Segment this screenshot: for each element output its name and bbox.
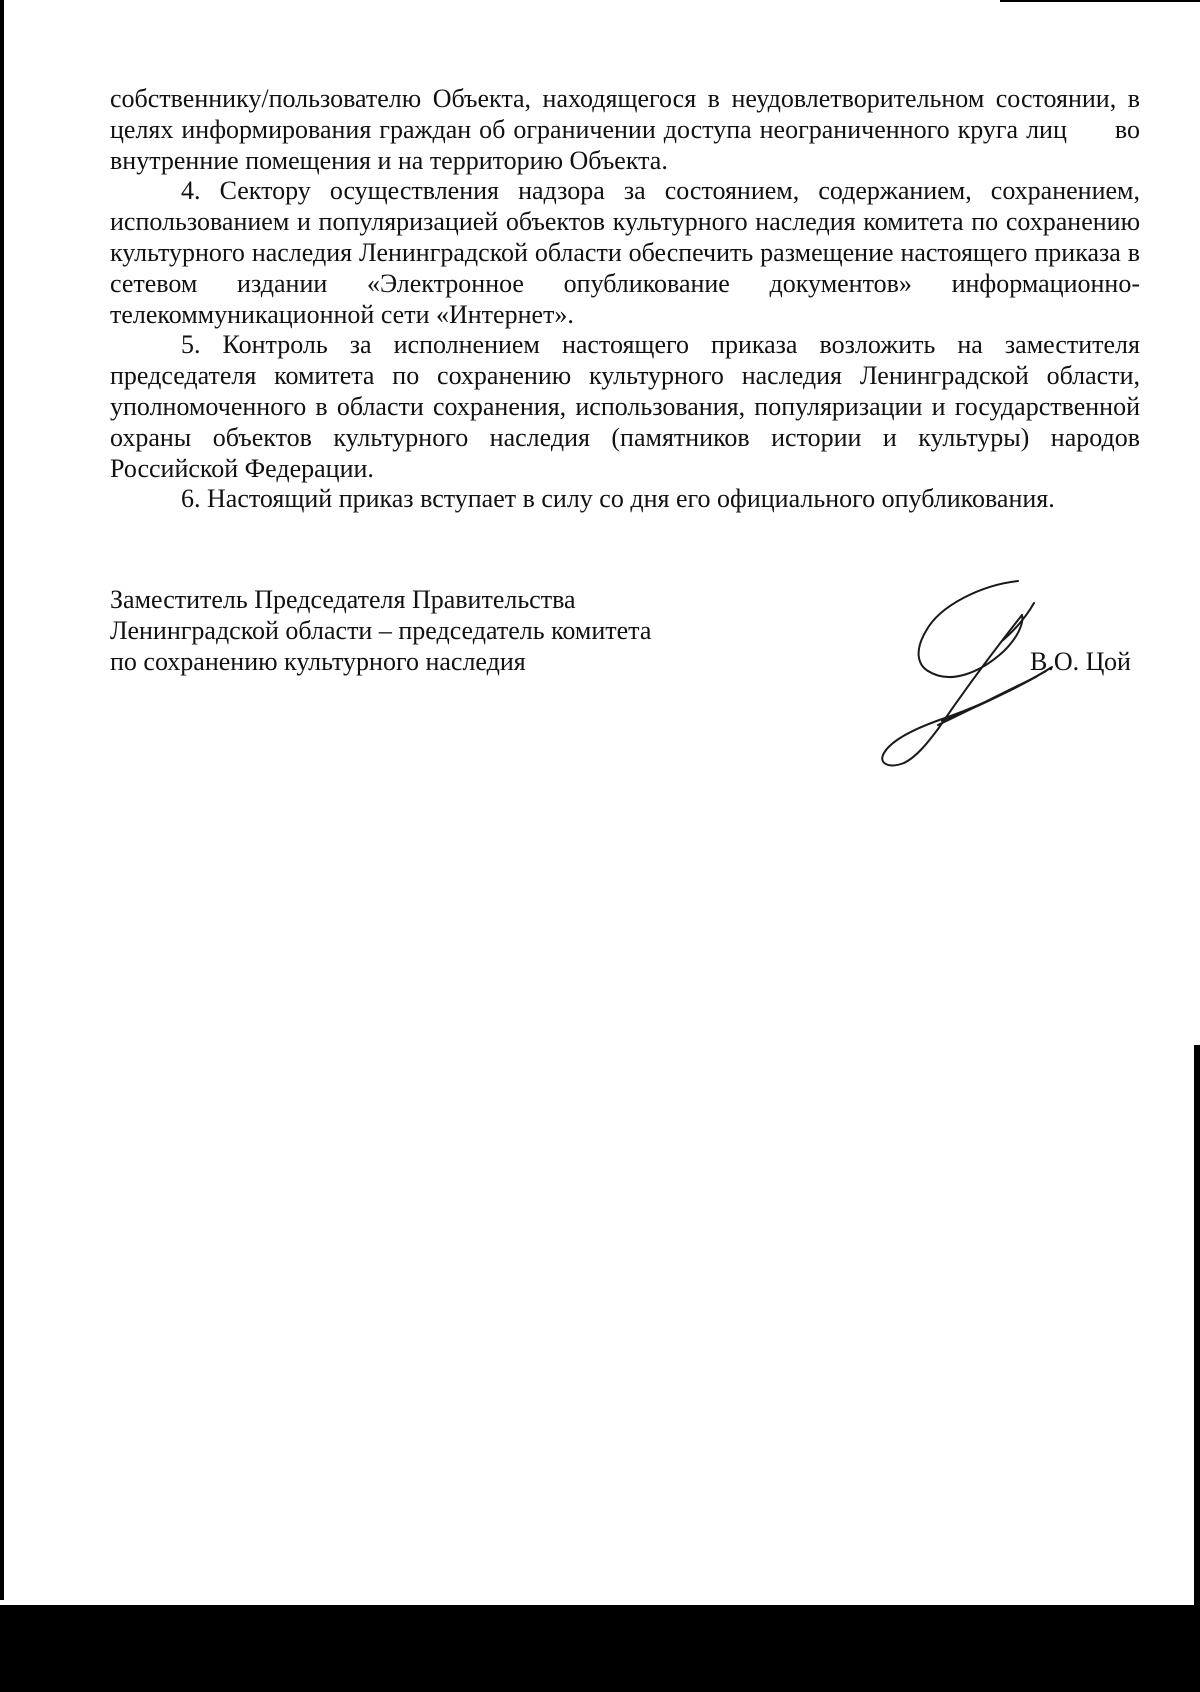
document-page bbox=[110, 84, 1140, 676]
paragraph-6: 6. Настоящий приказ вступает в силу со дня его официального опубликования. bbox=[181, 484, 1055, 514]
paragraph-3-continuation bbox=[110, 84, 1140, 176]
scan-bottom-band bbox=[0, 1605, 1200, 1692]
paragraph-4: 4. Сектору осуществления надзора за состоянием, содержанием, сохранением, использованием и популяризацией объектов культурного наследия комитета по сохранению культурного наследия Ленинградской области обеспечить размещение настоящего приказа в сетевом издании «Электронное опубликование документов» информационно-телекоммуникационной сети «Интернет». bbox=[110, 176, 1140, 329]
paragraph-3-text-part-2: во внутренние помещения и на территорию Объекта. bbox=[110, 114, 1140, 175]
paragraph-3-text-part-1: собственнику/пользователю Объекта, находящегося в неудовлетворительном состоянии, в целях информирования граждан об ограничении доступа неограниченного круга лиц bbox=[110, 84, 1140, 144]
scan-right-edge bbox=[1194, 1045, 1200, 1605]
signer-title-line: по сохранению культурного наследия bbox=[110, 646, 526, 676]
scan-left-edge bbox=[0, 0, 4, 1600]
paragraph-5: 5. Контроль за исполнением настоящего приказа возложить на заместителя председателя комитета по сохранению культурного наследия Ленинградской области, уполномоченного в области сохранения, использования, популяризации и государственной охраны объектов культурного наследия (памятников истории и культуры) народов Российской Федерации. bbox=[110, 330, 1140, 483]
scan-top-edge bbox=[1000, 0, 1200, 2]
signer-name: В.О. Цой bbox=[1030, 647, 1131, 676]
signer-title-line: Ленинградской области – председатель комитета bbox=[110, 615, 652, 645]
signature-block bbox=[110, 585, 1140, 775]
signer-title-line: Заместитель Председателя Правительства bbox=[110, 585, 576, 614]
signer-title bbox=[110, 585, 651, 677]
